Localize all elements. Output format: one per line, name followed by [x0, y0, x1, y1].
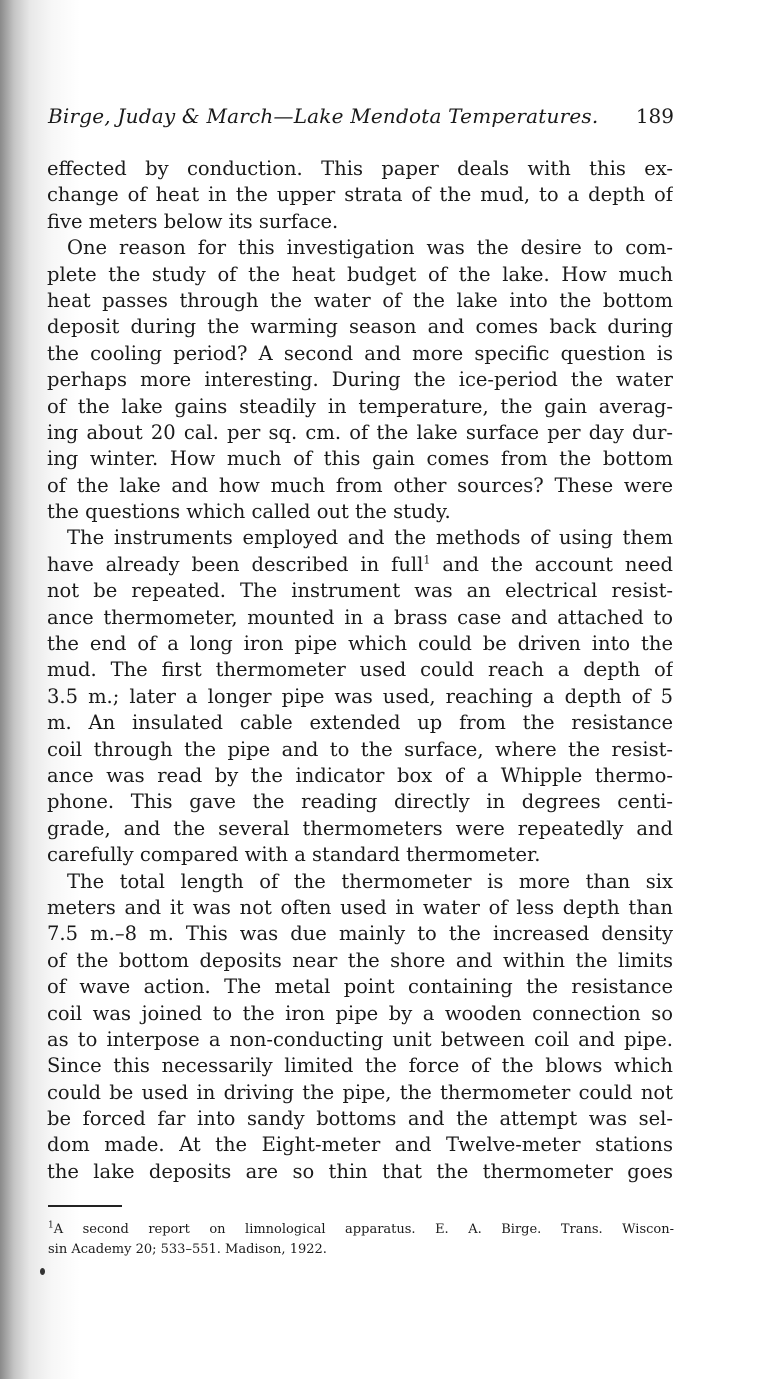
footnote-reference: 1 [423, 553, 431, 567]
running-title: Birge, Juday & March—Lake Mendota Temperatures. [48, 104, 599, 128]
footnote-line [48, 1220, 674, 1240]
footnote-line: sin Academy 20; 533–551. Madison, 1922. [48, 1242, 327, 1257]
text-line: effected by conduction. This paper deals with this ex- [47, 157, 673, 180]
text-line: The total length of the thermometer is more than six [67, 869, 673, 893]
text-line-with-footnote-ref [47, 552, 673, 578]
text-line: Since this necessarily limited the force of the blows which [47, 1054, 673, 1078]
text-line: meters and it was not often used in water of less depth than [47, 895, 673, 919]
page-header [48, 104, 674, 136]
text-line: ance thermometer, mounted in a brass case and attached to [47, 605, 673, 629]
text-line: mud. The first thermometer used could reach a depth of [47, 658, 673, 682]
footnote [48, 1220, 674, 1260]
text-line: of wave action. The metal point containing the resistance [47, 975, 673, 999]
text-line: five meters below its surface. [47, 209, 339, 233]
text-line: 7.5 m.–8 m. This was due mainly to the increased density [47, 922, 673, 946]
text-line: the questions which called out the study. [47, 500, 451, 524]
text-line: 3.5 m.; later a longer pipe was used, reaching a depth of 5 [47, 684, 673, 708]
print-speck [40, 1268, 45, 1275]
footnote-text: A second report on limnological apparatus. E. A. Birge. Trans. Wiscon- [53, 1222, 674, 1237]
text-line: grade, and the several thermometers were repeatedly and [47, 816, 673, 840]
text-line: ing about 20 cal. per sq. cm. of the lake surface per day dur- [47, 420, 673, 444]
text-line: heat passes through the water of the lake into the bottom [47, 288, 673, 312]
text-line: change of heat in the upper strata of the mud, to a depth of [47, 183, 673, 207]
text-fragment: and the account need [442, 552, 673, 576]
text-line: the lake deposits are so thin that the thermometer goes [47, 1159, 673, 1183]
footnote-marker: 1 [48, 1220, 54, 1231]
body-text [47, 156, 673, 1185]
text-line: of the lake and how much from other sources? These were [47, 473, 673, 497]
text-line: the cooling period? A second and more specific question is [47, 341, 673, 365]
text-line: of the lake gains steadily in temperature, the gain averag- [47, 394, 673, 418]
text-line: m. An insulated cable extended up from the resistance [47, 711, 673, 735]
text-line: ing winter. How much of this gain comes from the bottom [47, 447, 673, 471]
text-line: carefully compared with a standard thermometer. [47, 843, 541, 867]
text-line: the end of a long iron pipe which could be driven into the [47, 632, 673, 656]
text-line: ance was read by the indicator box of a Whipple thermo- [47, 763, 673, 787]
text-line: as to interpose a non-conducting unit between coil and pipe. [47, 1027, 673, 1051]
page-number: 189 [635, 104, 674, 128]
text-line: coil through the pipe and to the surface, where the resist- [47, 737, 673, 761]
footnote-divider [48, 1205, 122, 1207]
text-line: not be repeated. The instrument was an electrical resist- [47, 579, 673, 603]
text-line: deposit during the warming season and comes back during [47, 315, 673, 339]
text-line: could be used in driving the pipe, the thermometer could not [47, 1080, 673, 1104]
text-line: of the bottom deposits near the shore and within the limits [47, 948, 673, 972]
text-line: dom made. At the Eight-meter and Twelve-meter stations [47, 1133, 673, 1157]
text-line: The instruments employed and the methods of using them [67, 526, 673, 550]
text-line: be forced far into sandy bottoms and the attempt was sel- [47, 1107, 673, 1131]
text-line: One reason for this investigation was the desire to com- [67, 236, 673, 260]
text-line: plete the study of the heat budget of the lake. How much [47, 262, 673, 286]
text-line: coil was joined to the iron pipe by a wooden connection so [47, 1001, 673, 1025]
text-line: phone. This gave the reading directly in degrees centi- [47, 790, 673, 814]
text-line: perhaps more interesting. During the ice-period the water [47, 368, 673, 392]
text-fragment: have already been described in full [47, 552, 424, 576]
